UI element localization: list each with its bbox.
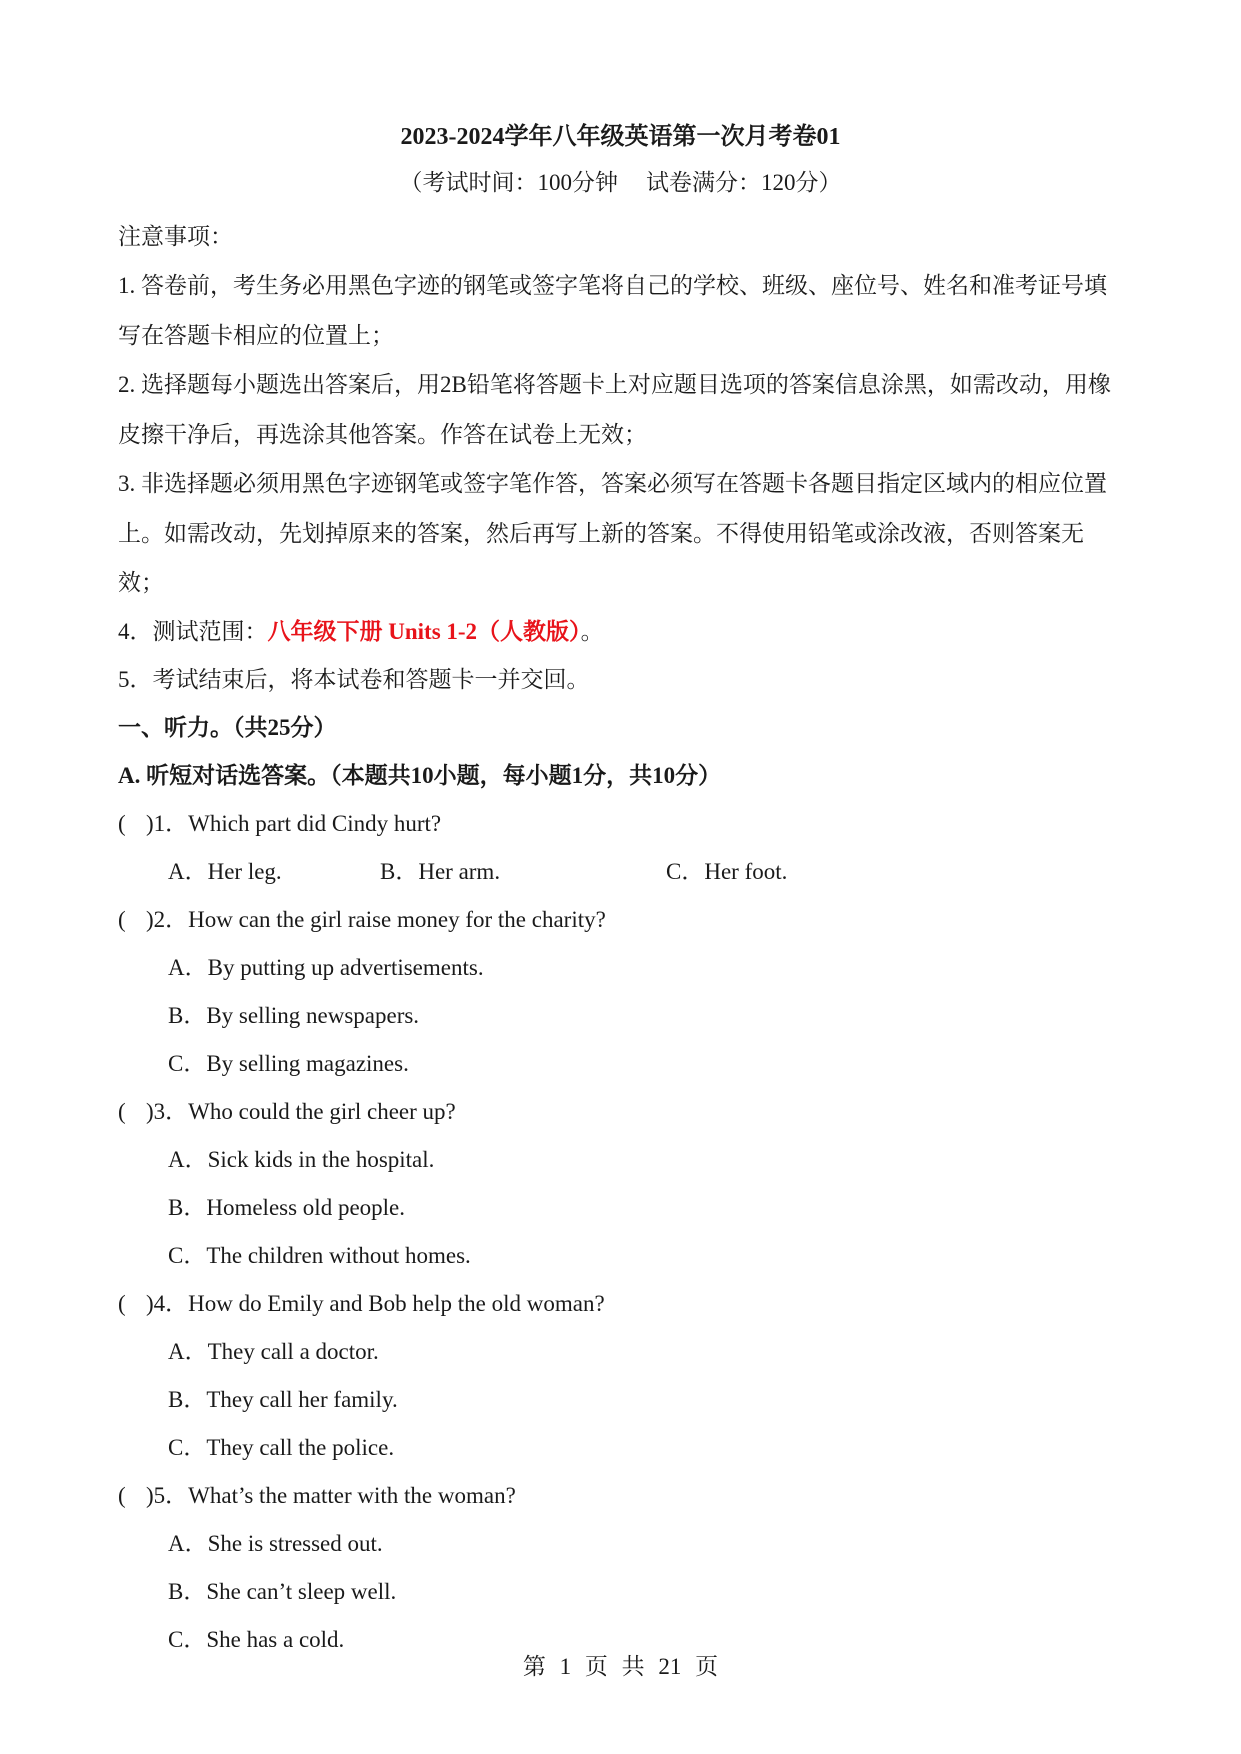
question-stem: )5．What’s the matter with the woman? bbox=[146, 1482, 516, 1508]
question-stem: )2．How can the girl raise money for the charity? bbox=[146, 906, 606, 932]
notice-item-4-suffix: 。 bbox=[580, 618, 604, 644]
notice-item-3: 3. 非选择题必须用黑色字迹钢笔或签字笔作答，答案必须写在答题卡各题目指定区域内的相应位置上。如需改动，先划掉原来的答案，然后再写上新的答案。不得使用铅笔或涂改液，否则答案无效； bbox=[118, 471, 1107, 595]
question-5 bbox=[118, 1472, 1128, 1520]
test-scope: 八年级下册 Units 1-2（人教版） bbox=[267, 618, 581, 644]
option-a: A．She is stressed out. bbox=[168, 1530, 383, 1556]
answer-blank[interactable]: ( bbox=[118, 906, 126, 932]
option-c: C．The children without homes. bbox=[168, 1242, 471, 1268]
answer-blank[interactable]: ( bbox=[118, 1290, 126, 1316]
exam-time: （考试时间：100分钟 bbox=[399, 170, 618, 195]
option-b: B．They call her family. bbox=[168, 1386, 398, 1412]
question-1-options bbox=[118, 848, 1128, 896]
exam-subtitle bbox=[0, 166, 1241, 200]
notice-item-4 bbox=[118, 608, 1128, 656]
question-2 bbox=[118, 896, 1128, 944]
question-3 bbox=[118, 1088, 1128, 1136]
question-stem: )1．Which part did Cindy hurt? bbox=[146, 810, 442, 836]
answer-blank[interactable]: ( bbox=[118, 810, 126, 836]
exam-body bbox=[118, 213, 1128, 1664]
part-a-heading: A. 听短对话选答案。（本题共10小题，每小题1分，共10分） bbox=[118, 762, 722, 788]
answer-blank[interactable]: ( bbox=[118, 1482, 126, 1508]
option-a: A．Sick kids in the hospital. bbox=[168, 1146, 435, 1172]
option-b: B．Her arm. bbox=[380, 858, 501, 884]
section-heading: 一、听力。（共25分） bbox=[118, 714, 337, 740]
notice-item-5: 5．考试结束后，将本试卷和答题卡一并交回。 bbox=[118, 666, 590, 692]
answer-blank[interactable]: ( bbox=[118, 1098, 126, 1124]
notice-item-1: 1. 答卷前，考生务必用黑色字迹的钢笔或签字笔将自己的学校、班级、座位号、姓名和准考证号填写在答题卡相应的位置上； bbox=[118, 273, 1107, 348]
option-b: B．She can’t sleep well. bbox=[168, 1578, 397, 1604]
option-b: B．By selling newspapers. bbox=[168, 1002, 420, 1028]
option-a: A．Her leg. bbox=[168, 858, 282, 884]
notice-item-2: 2. 选择题每小题选出答案后，用2B铅笔将答题卡上对应题目选项的答案信息涂黑，如需改动，用橡皮擦干净后，再选涂其他答案。作答在试卷上无效； bbox=[118, 372, 1111, 447]
question-stem: )4．How do Emily and Bob help the old woman? bbox=[146, 1290, 605, 1316]
exam-score: 试卷满分：120分） bbox=[646, 170, 842, 195]
page-number: 第 1 页 共 21 页 bbox=[522, 1654, 719, 1679]
question-4 bbox=[118, 1280, 1128, 1328]
option-b: B．Homeless old people. bbox=[168, 1194, 405, 1220]
option-c: C．Her foot. bbox=[666, 858, 788, 884]
notice-item-4-prefix: 4．测试范围： bbox=[118, 618, 268, 644]
notice-heading: 注意事项： bbox=[118, 224, 233, 249]
option-c: C．They call the police. bbox=[168, 1434, 395, 1460]
option-a: A．They call a doctor. bbox=[168, 1338, 379, 1364]
question-1 bbox=[118, 800, 1128, 848]
exam-title: 2023-2024学年八年级英语第一次月考卷01 bbox=[400, 124, 841, 150]
option-a: A．By putting up advertisements. bbox=[168, 954, 484, 980]
question-stem: )3．Who could the girl cheer up? bbox=[146, 1098, 456, 1124]
option-c: C．By selling magazines. bbox=[168, 1050, 409, 1076]
option-c: C．She has a cold. bbox=[168, 1626, 345, 1652]
